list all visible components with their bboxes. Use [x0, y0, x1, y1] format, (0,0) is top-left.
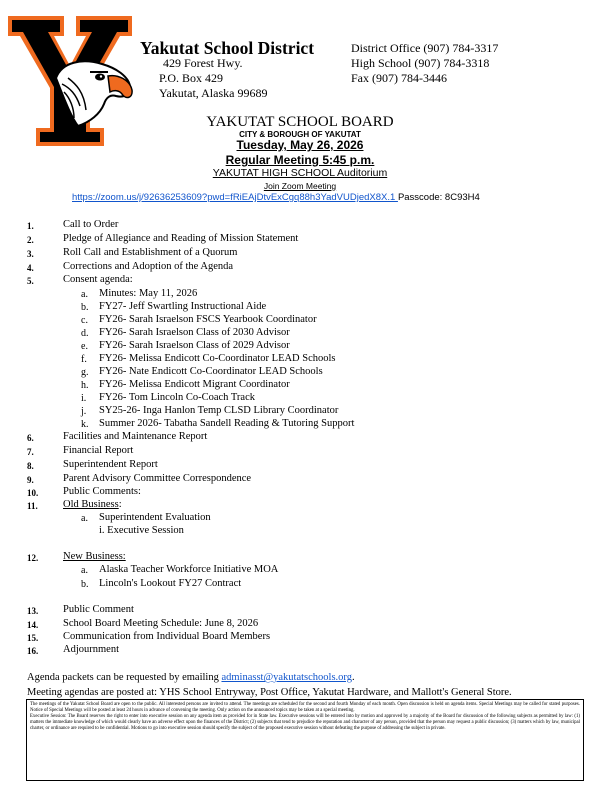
consent-letter: g.	[81, 367, 89, 378]
agenda-number: 2.	[27, 235, 34, 245]
consent-letter: b.	[81, 302, 89, 313]
address-po-box: P.O. Box 429	[159, 71, 224, 85]
old-business-subitem: i. Executive Session	[99, 525, 184, 536]
agenda-item: Superintendent Report	[63, 459, 158, 470]
consent-item: FY27- Jeff Swartling Instructional Aide	[99, 301, 267, 312]
consent-letter: c.	[81, 315, 88, 326]
admin-email-link[interactable]: adminasst@yakutatschools.org	[221, 672, 352, 683]
consent-item: FY26- Sarah Israelson FSCS Yearbook Coordinator	[99, 314, 317, 325]
agenda-number: 7.	[27, 447, 34, 457]
zoom-meeting-link[interactable]: https://zoom.us/j/92636253609?pwd=fRiEAjDtvExCgq88h3YadVUDjedX8X.1	[72, 192, 398, 203]
consent-item: FY26- Sarah Israelson Class of 2029 Advisor	[99, 340, 290, 351]
agenda-item: Public Comments:	[63, 486, 141, 497]
agenda-item: Financial Report	[63, 445, 134, 456]
agenda-item-old-business: Old Business:	[63, 499, 122, 510]
agenda-number: 10.	[27, 488, 39, 498]
address-street: 429 Forest Hwy.	[163, 56, 243, 70]
consent-item: FY26- Nate Endicott Co-Coordinator LEAD Schools	[99, 366, 323, 377]
board-title: YAKUTAT SCHOOL BOARD	[206, 114, 394, 130]
meetings-disclaimer: The meetings of the Yakutat School Board are open to the public. All interested persons are invited to attend. The meetings are scheduled for the second and fourth Monday of each month. Open discussion is held on agenda items. Special Meetings may be called for stated purposes. Notice of Special Meetings will be posted at least 24 hours in advance of convening the meeting. Only action on the announced topics may be taken at a special meeting.	[30, 702, 580, 713]
agenda-number: 14.	[27, 620, 39, 630]
agenda-posting-locations: Meeting agendas are posted at: YHS School Entryway, Post Office, Yakutat Hardware, and Mallott's General Store.	[27, 687, 512, 698]
new-business-letter: a.	[81, 565, 88, 576]
board-subtitle: CITY & BOROUGH OF YAKUTAT	[239, 130, 361, 139]
consent-item: Summer 2026- Tabatha Sandell Reading & Tutoring Support	[99, 418, 355, 429]
agenda-number: 13.	[27, 606, 39, 616]
agenda-number: 4.	[27, 263, 34, 273]
agenda-item: Adjournment	[63, 644, 119, 655]
zoom-row	[72, 192, 480, 203]
consent-letter: i.	[81, 393, 87, 404]
fax-number: Fax (907) 784-3446	[351, 71, 447, 85]
consent-letter: e.	[81, 341, 88, 352]
agenda-item: Pledge of Allegiance and Reading of Mission Statement	[63, 233, 299, 244]
meeting-location: YAKUTAT HIGH SCHOOL Auditorium	[212, 167, 388, 179]
agenda-item: Consent agenda:	[63, 274, 133, 285]
executive-session-disclaimer: Executive Session: The Board reserves the right to enter into executive session on any agenda item as provided for in State law. Executive sessions will be entered into by motion and approved by a majority of the Board for discussion of the following subjects as permitted by law: (1) matters the immediate knowledge of which would clearly have an adverse effect upon the finances of the District; (2) subjects that tend to prejudice the reputation and character of any person, provided that the person may request a public discussion; (3) matters which by law, municipal charter, or ordinance are required to be confidential. Motions to go into executive session should specify the subject of the proposed executive session without defeating the purpose of addressing the subject in private.	[30, 714, 580, 731]
disclaimer-box	[26, 699, 584, 781]
agenda-number: 15.	[27, 633, 39, 643]
consent-letter: j.	[81, 406, 87, 417]
agenda-number: 11.	[27, 501, 38, 511]
agenda-number: 8.	[27, 461, 34, 471]
new-business-item: Alaska Teacher Workforce Initiative MOA	[99, 564, 279, 575]
agenda-item-new-business: New Business:	[63, 551, 126, 562]
old-business-letter: a.	[81, 513, 88, 524]
meeting-date: Tuesday, May 26, 2026	[236, 138, 364, 152]
agenda-packets-note: Agenda packets can be requested by emailing adminasst@yakutatschools.org.	[27, 672, 355, 683]
zoom-passcode: Passcode: 8C93H4	[397, 192, 480, 203]
agenda-item: School Board Meeting Schedule: June 8, 2026	[63, 618, 259, 629]
consent-item: FY26- Sarah Israelson Class of 2030 Advisor	[99, 327, 290, 338]
consent-item: FY26- Melissa Endicott Co-Coordinator LEAD Schools	[99, 353, 336, 364]
address-city: Yakutat, Alaska 99689	[159, 86, 268, 100]
agenda-number: 12.	[27, 553, 39, 563]
phone-district-office: District Office (907) 784-3317	[351, 41, 499, 55]
agenda-item: Parent Advisory Committee Correspondence	[63, 473, 252, 484]
new-business-item: Lincoln's Lookout FY27 Contract	[99, 578, 242, 589]
consent-letter: k.	[81, 419, 89, 430]
agenda-item: Corrections and Adoption of the Agenda	[63, 261, 234, 272]
agenda-item: Roll Call and Establishment of a Quorum	[63, 247, 238, 258]
agenda-number: 16.	[27, 646, 39, 656]
agenda-item: Public Comment	[63, 604, 134, 615]
agenda-number: 9.	[27, 475, 34, 485]
agenda-item: Facilities and Maintenance Report	[63, 431, 208, 442]
agenda-item: Call to Order	[63, 219, 119, 230]
consent-item: FY26- Melissa Endicott Migrant Coordinator	[99, 379, 290, 390]
consent-letter: a.	[81, 289, 88, 300]
consent-letter: h.	[81, 380, 89, 391]
new-business-letter: b.	[81, 579, 89, 590]
consent-item: FY26- Tom Lincoln Co-Coach Track	[99, 392, 255, 403]
district-name: Yakutat School District	[140, 38, 315, 58]
agenda-number: 1.	[27, 221, 34, 231]
eagle-y-logo-icon	[6, 14, 134, 148]
meeting-type: Regular Meeting 5:45 p.m.	[225, 153, 375, 167]
phone-high-school: High School (907) 784-3318	[351, 56, 490, 70]
agenda-number: 3.	[27, 249, 34, 259]
consent-letter: f.	[81, 354, 87, 365]
agenda-number: 6.	[27, 433, 34, 443]
zoom-join-label: Join Zoom Meeting	[263, 181, 337, 191]
old-business-item: Superintendent Evaluation	[99, 512, 211, 523]
consent-item: SY25-26- Inga Hanlon Temp CLSD Library Coordinator	[99, 405, 339, 416]
consent-item: Minutes: May 11, 2026	[99, 288, 198, 299]
agenda-number: 5.	[27, 276, 34, 286]
consent-letter: d.	[81, 328, 89, 339]
agenda-item: Communication from Individual Board Members	[63, 631, 271, 642]
